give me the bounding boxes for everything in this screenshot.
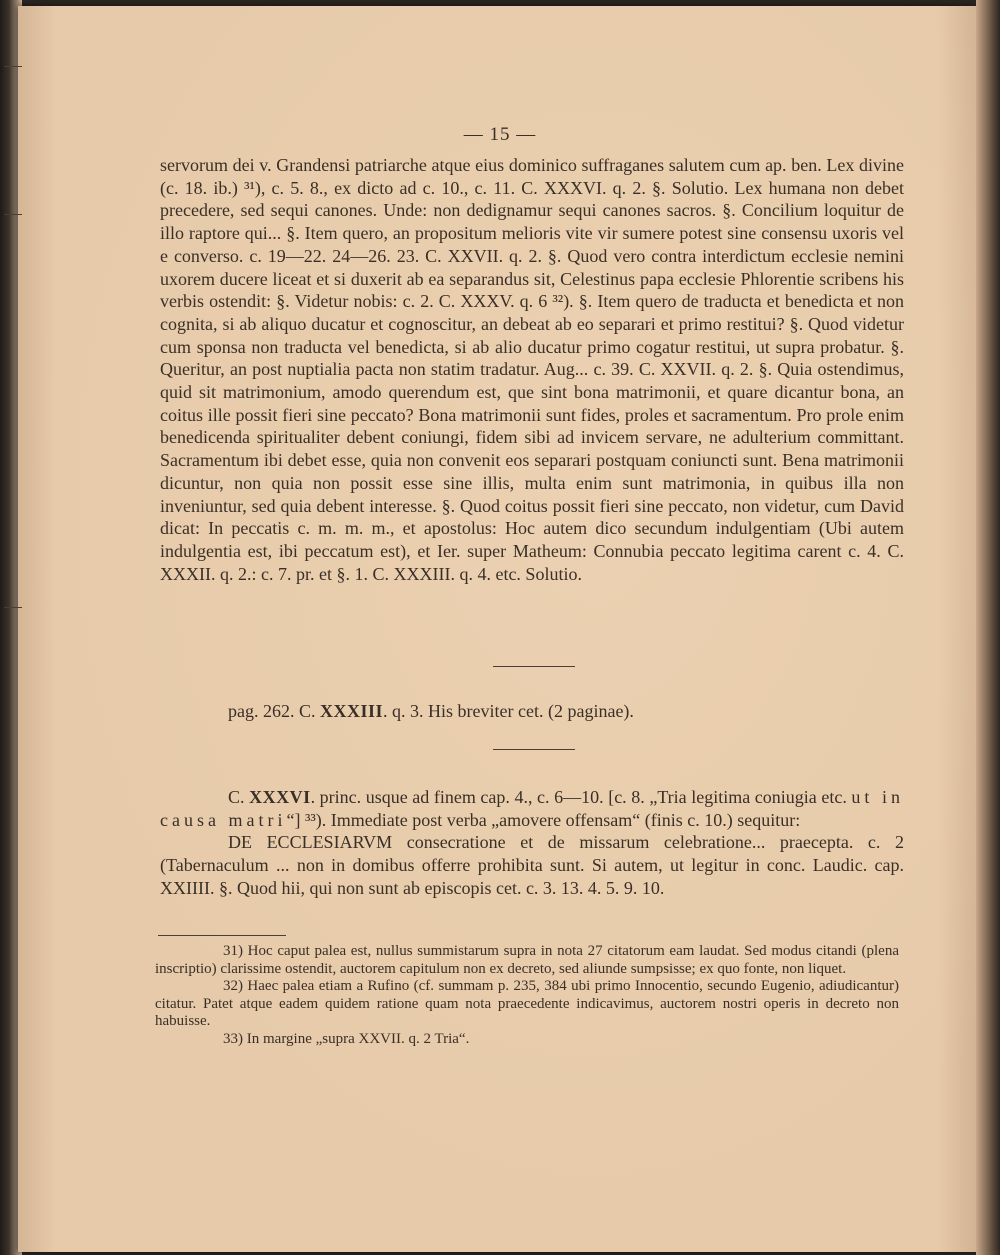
footnote-31: 31) Hoc caput palea est, nullus summistarum supra in nota 27 citatorum eam laudat. Sed modus citandi (plena inscriptio) clarissime ostendit, auctorem capitulum non ex decreto, sed aliunde sumpsisse; ex quo fonte, non liquet. [155,943,899,977]
page-reference-line [228,701,634,722]
footnote-32: 32) Haec palea etiam a Rufino (cf. summam p. 235, 384 ubi primo Innocentio, secundo Eugenio, adiudicantur) citatur. Patet atque eadem quidem ratione quam nota praecedente indicavimus, auctorem nostri operis in decreto non habuisse. [155,978,899,1029]
section-spaced-quote: ut in causa matri [160,787,904,830]
footnote-33: 33) In margine „supra XXVII. q. 2 Tria“. [223,1030,470,1047]
section-lead: C. [228,787,250,807]
section-consecration-paragraph: DE ECCLESIARVM consecratione et de missarum celebratione... praecepta. c. 2 (Tabernaculum ... non in domibus offerre prohibita sunt. Si autem, ut legitur in conc. Laudic. cap. XXIIII. §. Quod hii, qui non sunt ab episcopis cet. c. 3. 13. 4. 5. 9. 10. [160,832,904,898]
page-reference-prefix: pag. 262. C. [228,701,320,721]
page-reference-cause: XXXIII [320,701,384,721]
margin-mark [4,214,22,215]
section-causa-xxxvi [160,786,904,900]
page-number: — 15 — [463,124,537,145]
margin-mark [4,607,22,608]
page-reference-suffix: . q. 3. His breviter cet. (2 paginae). [383,701,634,721]
scan-right-edge [976,0,1000,1255]
separator-rule [493,666,575,667]
main-paragraph-text: servorum dei v. Grandensi patriarche atque eius dominico suffraganes salutem cum ap. ben. Lex divine (c. 18. ib.) ³¹), c. 5. 8., ex dicto ad c. 10., c. 11. C. XXXVI. q. 2. §. Solutio. Lex humana non debet precedere, sed sequi canones. Unde: non dedignamur sequi canones sacros. §. Concilium loquitur de illo raptore qui... §. Item quero, an propositum melioris vite vir sumere potest sine consensu uxoris vel e converso. c. 19—22. 24—26. 23. C. XXVII. q. 2. §. Quod vero contra interdictum ecclesie nemini uxorem ducere liceat et si duxerit ab ea separandus sit, Celestinus papa ecclesie Phlorentie scribens his verbis ostendit: §. Videtur nobis: c. 2. C. XXXV. q. 6 ³²). §. Item quero de traducta et benedicta et non cognita, si ab aliquo ducatur et cognoscitur, an debeat ab eo separari et primo restitui? §. Quod videtur cum sponsa non traducta vel benedicta, si ab alio ducatur primo cogatur restitui, ut supra probatur. §. Queritur, an post nuptialia pacta non statim tradatur. Aug... c. 39. C. XXVII. q. 2. §. Quia ostendimus, quid sit matrimonium, amodo querendum est, que sint bona matrimonii, et quare dicantur bona, an coitus ille possit fieri sine peccato? Bona matrimonii sunt fides, proles et sacramentum. Pro prole enim benedicenda spiritualiter debent coniungi, fidem sibi ad invicem servare, ne adulterium committant. Sacramentum ibi debet esse, quia non convenit eos separari postquam coniuncti sunt. Bena matrimonii dicuntur, non quia non possit esse sine illis, multa enim sunt matrimonia, in quibus illa non inveniuntur, sed quia debent interesse. §. Quod coitus possit fieri sine peccato, non videtur, cum David dicat: In peccatis c. m. m. m., et apostolus: Hoc autem dico secundum indulgentiam (Ubi autem indulgentia est, ibi peccatum est), et Ier. super Matheum: Connubia peccato legitima carent c. 4. C. XXXII. q. 2.: c. 7. pr. et §. 1. C. XXXIII. q. 4. etc. Solutio. [160,155,904,584]
section-text-2: “] ³³). Immediate post verba „amovere offensam“ (finis c. 10.) sequitur: [286,809,801,830]
section-causa-paragraph [160,786,904,831]
margin-mark [4,66,22,67]
separator-rule [493,749,575,750]
footnotes [155,943,899,1048]
footnote-rule [158,935,286,936]
section-causa-number: XXXVI [249,787,311,807]
section-text-1: . princ. usque ad finem cap. 4., c. 6—10. [c. 8. „Tria legitima coniugia etc. [310,787,852,807]
main-paragraph [160,154,904,585]
